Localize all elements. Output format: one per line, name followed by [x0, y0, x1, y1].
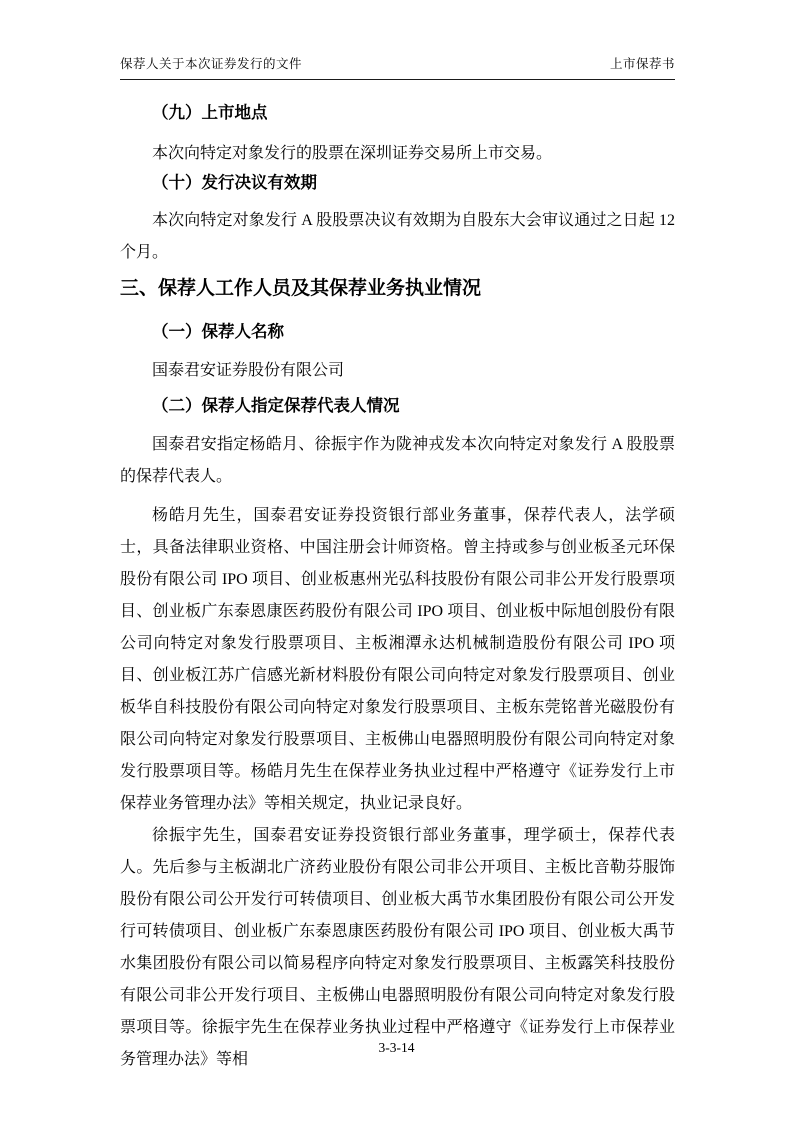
page-header: [120, 54, 675, 80]
header-right-text: 上市保荐书: [609, 57, 675, 71]
paragraph-representative-appointment: 国泰君安指定杨皓月、徐振宇作为陇神戎发本次向特定对象发行 A 股股票的保荐代表人。: [120, 436, 675, 485]
document-body: [120, 95, 675, 1076]
paragraph-sponsor-name: 国泰君安证券股份有限公司: [152, 362, 345, 379]
paragraph-listing-venue: 本次向特定对象发行的股票在深圳证券交易所上市交易。: [152, 145, 553, 162]
page-footer: [0, 1040, 793, 1056]
header-left-text: 保荐人关于本次证券发行的文件: [120, 57, 303, 71]
page-number: 3-3-14: [378, 1040, 415, 1055]
heading-sponsor-representatives: （二）保荐人指定保荐代表人情况: [152, 397, 400, 415]
heading-resolution-validity: （十）发行决议有效期: [152, 174, 317, 192]
paragraph-representative-yang-haoyue-bio: 杨皓月先生，国泰君安证券投资银行部业务董事，保荐代表人，法学硕士，具备法律职业资格、中国注册会计师资格。曾主持或参与创业板圣元环保股份有限公司 IPO 项目、创业板惠州光弘科技股份有限公司非公开发行股票项目、创业板广东泰恩康医药股份有限公司 IPO 项目、创业板中际旭创股份有限公司向特定对象发行股票项目、主板湘潭永达机械制造股份有限公司 IPO 项目、创业板江苏广信感光新材料股份有限公司向特定对象发行股票项目、创业板华自科技股份有限公司向特定对象发行股票项目、主板东莞铭普光磁股份有限公司向特定对象发行股票项目、主板佛山电器照明股份有限公司向特定对象发行股票项目等。杨皓月先生在保荐业务执业过程中严格遵守《证券发行上市保荐业务管理办法》等相关规定，执业记录良好。: [120, 507, 675, 812]
paragraph-resolution-validity: 本次向特定对象发行 A 股股票决议有效期为自股东大会审议通过之日起 12 个月。: [120, 212, 675, 261]
heading-chapter-3: 三、保荐人工作人员及其保荐业务执业情况: [120, 278, 482, 299]
heading-listing-venue: （九）上市地点: [152, 104, 268, 122]
heading-sponsor-name: （一）保荐人名称: [152, 323, 284, 341]
paragraph-representative-xu-zhenyu-bio: 徐振宇先生，国泰君安证券投资银行部业务董事，理学硕士，保荐代表人。先后参与主板湖北广济药业股份有限公司非公开项目、主板比音勒芬服饰股份有限公司公开发行可转债项目、创业板大禹节水集团股份有限公司公开发行可转债项目、创业板广东泰恩康医药股份有限公司 IPO 项目、创业板大禹节水集团股份有限公司以简易程序向特定对象发行股票项目、主板露笑科技股份有限公司非公开发行项目、主板佛山电器照明股份有限公司向特定对象发行股票项目等。徐振宇先生在保荐业务执业过程中严格遵守《证券发行上市保荐业务管理办法》等相: [120, 827, 675, 1068]
